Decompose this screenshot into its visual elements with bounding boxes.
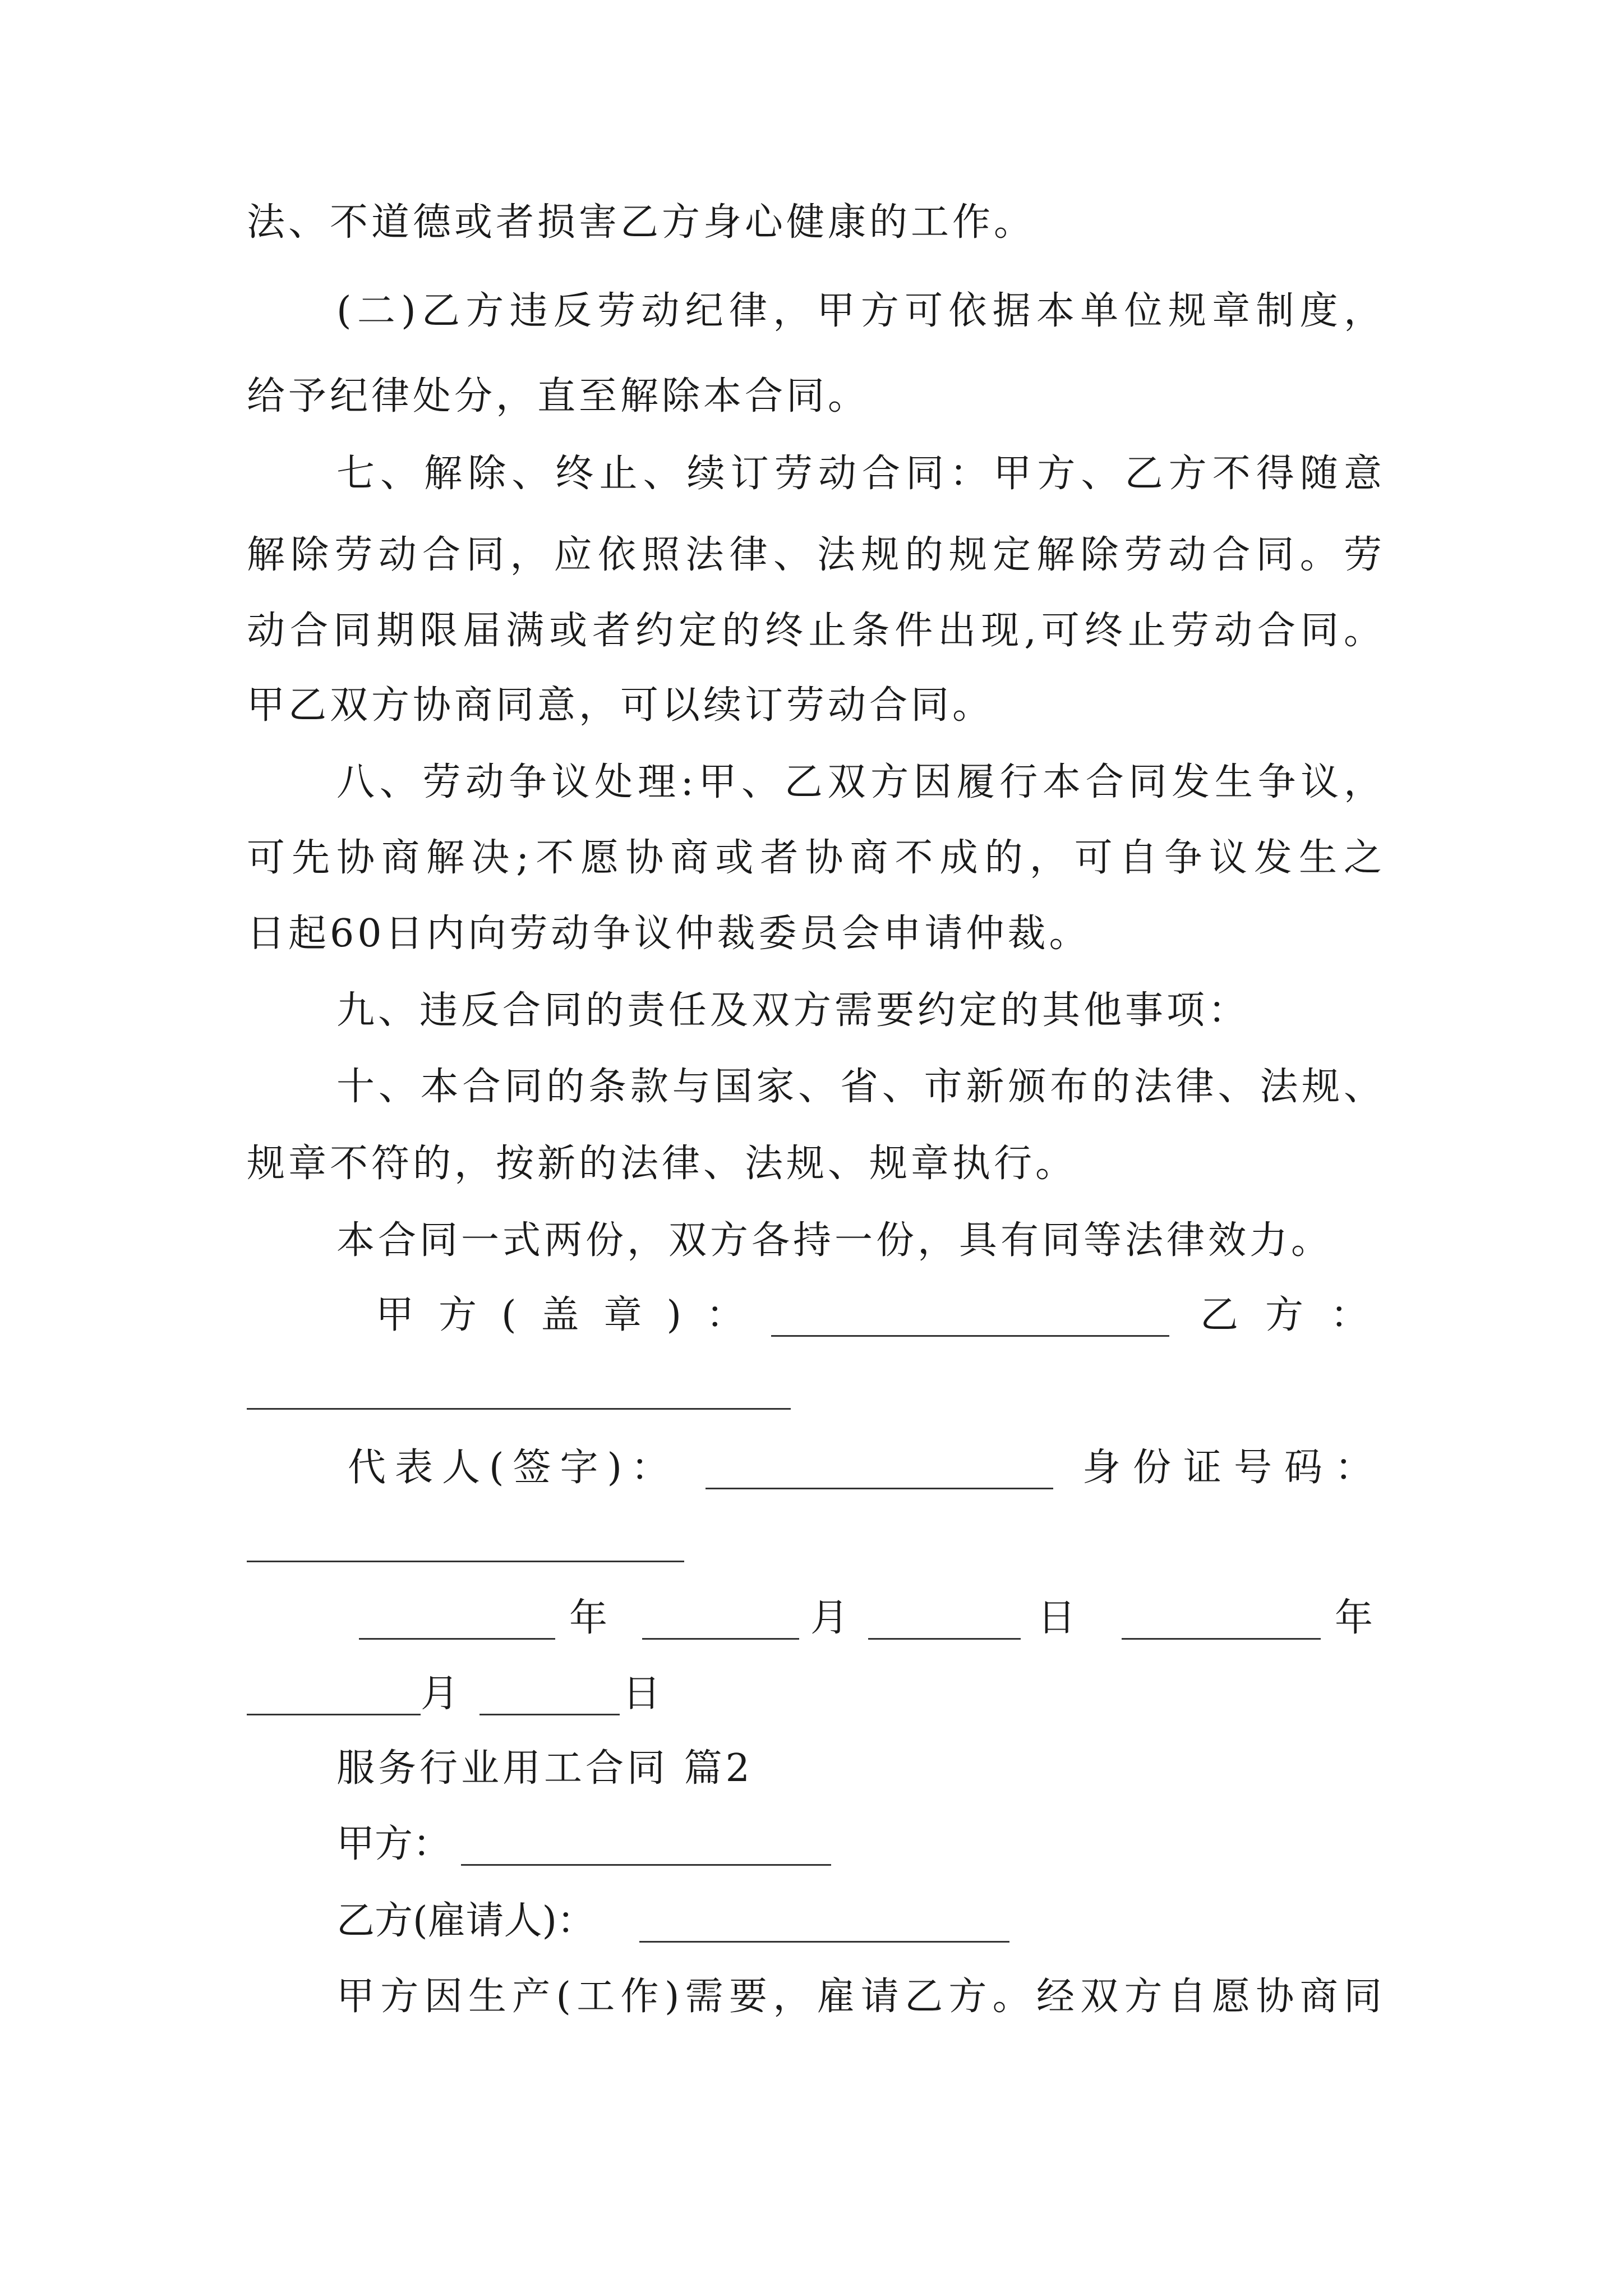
paragraph-line: 九、违反合同的责任及双方需要约定的其他事项： <box>336 988 1250 1033</box>
representative-label: 代表人(签字)： <box>348 1446 679 1490</box>
paragraph-line: 规章不符的，按新的法律、法规、规章执行。 <box>247 1142 1077 1186</box>
party-b-name-blank[interactable] <box>639 1941 1009 1943</box>
party-b-day-blank[interactable] <box>479 1714 620 1715</box>
party-b-label: 乙方： <box>1200 1293 1396 1337</box>
paragraph-line: 七、解除、终止、续订劳动合同：甲方、乙方不得随意 <box>336 452 1385 496</box>
party-a-name-blank[interactable] <box>461 1864 831 1866</box>
paragraph-line: 八、劳动争议处理:甲、乙双方因履行本合同发生争议， <box>336 760 1385 804</box>
party-a-day-blank[interactable] <box>868 1638 1021 1640</box>
paragraph-line: 日起60日内向劳动争议仲裁委员会申请仲裁。 <box>247 912 1091 956</box>
year-label: 年 <box>1335 1596 1373 1640</box>
party-a-seal-label: 甲方(盖章)： <box>376 1293 769 1337</box>
year-label: 年 <box>569 1596 608 1640</box>
section-title: 服务行业用工合同 篇2 <box>336 1746 753 1791</box>
party-a-label: 甲方： <box>336 1822 451 1866</box>
paragraph-line: 动合同期限届满或者约定的终止条件出现,可终止劳动合同。 <box>247 609 1385 653</box>
party-b-month-blank[interactable] <box>247 1714 421 1715</box>
paragraph-line: 给予纪律处分，直至解除本合同。 <box>247 374 870 418</box>
party-a-month-blank[interactable] <box>642 1638 799 1640</box>
month-label: 月 <box>421 1672 459 1716</box>
paragraph-line: 甲方因生产(工作)需要，雇请乙方。经双方自愿协商同 <box>336 1975 1385 2019</box>
paragraph-line: 解除劳动合同，应依照法律、法规的规定解除劳动合同。劳 <box>247 533 1385 577</box>
paragraph-line: 十、本合同的条款与国家、省、市新颁布的法律、法规、 <box>336 1065 1385 1109</box>
representative-blank[interactable] <box>706 1488 1053 1489</box>
day-label: 日 <box>1038 1596 1076 1640</box>
party-b-year-blank[interactable] <box>1122 1638 1321 1640</box>
paragraph-line: 甲乙双方协商同意，可以续订劳动合同。 <box>247 683 994 728</box>
month-label: 月 <box>810 1596 849 1640</box>
paragraph-line: 本合同一式两份，双方各持一份，具有同等法律效力。 <box>336 1218 1333 1263</box>
party-b-blank[interactable] <box>247 1408 791 1410</box>
id-number-blank[interactable] <box>247 1561 684 1562</box>
paragraph-line: (二)乙方违反劳动纪律，甲方可依据本单位规章制度， <box>336 289 1385 333</box>
party-b-hire-label: 乙方(雇请人)： <box>336 1899 596 1943</box>
paragraph-line: 法、不道德或者损害乙方身心健康的工作。 <box>247 200 1036 245</box>
id-number-label: 身份证号码： <box>1082 1446 1386 1490</box>
day-label: 日 <box>623 1672 661 1716</box>
party-a-seal-blank[interactable] <box>771 1335 1169 1337</box>
party-a-year-blank[interactable] <box>359 1638 555 1640</box>
paragraph-line: 可先协商解决;不愿协商或者协商不成的，可自争议发生之 <box>247 836 1385 880</box>
